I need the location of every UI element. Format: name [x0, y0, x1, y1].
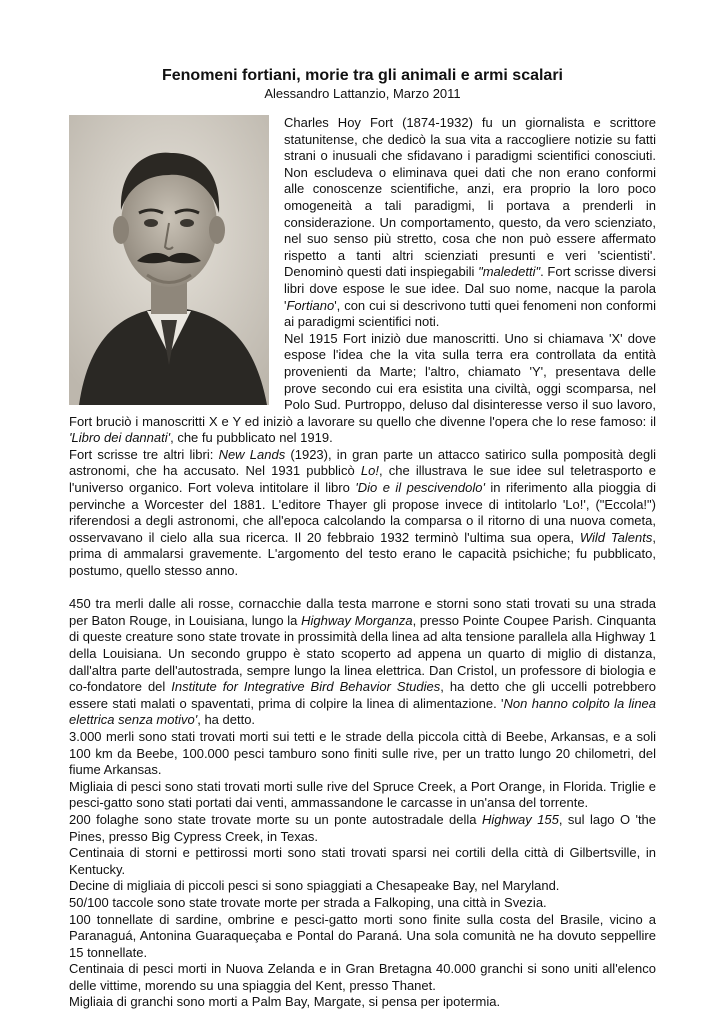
event-paragraph-7: 50/100 taccole sono state trovate morte per strada a Falkoping, una città in Svezia. — [69, 894, 547, 910]
event-emphasis: Non hanno colpito la linea elettrica senza motivo' — [69, 695, 657, 728]
intro-emphasis: 'Libro dei dannati' — [69, 430, 171, 446]
portrait-photo-charles-fort — [69, 115, 269, 405]
intro-text: , che illustrava le sue idee sul teletrasporto e l'universo organico. Fort voleva intitolare il libro — [69, 463, 656, 496]
event-text: 450 tra merli dalle ali rosse, cornacchie dalla testa marrone e storni sono stati trovati su una strada per Baton Rouge, in Louisiana, lungo la — [69, 596, 656, 628]
intro-text: ', con cui si descrivono tutti quei fenomeni non conformi ai paradigmi scientifici noti. — [284, 297, 656, 330]
event-text: , presso Pointe Coupee Parish. Cinquanta di queste creature sono state trovate in prossimità della linea ad alta tensione parallela alla Highway 1 della Louisiana. Un secondo gruppo è stato scoperto ad appena un quarto di miglio di distanza, dall'altra parte dell'autostrada, sempre lungo la linea elettrica. Dan Cristol, un professore di biologia e co-fondatore del — [69, 612, 656, 695]
event-text: , ha detto che gli uccelli potrebbero essere stati malati o spaventati, prima di colpire la linea di alimentazione. ' — [69, 679, 656, 711]
event-text: 200 folaghe sono state trovate morte su un ponte autostradale della — [69, 811, 482, 827]
event-paragraph-6: Decine di migliaia di piccoli pesci si sono spiaggiati a Chesapeake Bay, nel Maryland. — [69, 878, 560, 894]
event-paragraph-8: 100 tonnellate di sardine, ombrine e pesci-gatto morti sono finite sulla costa del Brasile, vicino a Paranaguá, Antonina Guaraqueçaba e Pontal do Paraná. Una sola comunità ne ha dovuto seppellire 15 tonnellate. — [69, 911, 656, 960]
event-paragraph-3: Migliaia di pesci sono stati trovati morti sulle rive del Spruce Creek, a Port Orange, in Florida. Triglie e pesci-gatto sono stati portati dai venti, ammassandone le carcasse in un'ansa del torrente. — [69, 778, 656, 811]
event-emphasis: Highway 155 — [481, 811, 559, 827]
intro-emphasis: New Lands — [218, 446, 286, 462]
intro-text: (1923), in gran parte un attacco satirico sulla pomposità degli astronomi, che ha accusato. Nel 1931 pubblicò — [69, 446, 656, 479]
intro-emphasis: Fortiano — [286, 297, 335, 313]
intro-emphasis: "maledetti" — [478, 264, 541, 280]
event-paragraph-2: 3.000 merli sono stati trovati morti sui tetti e le strade della piccola città di Beebe, Arkansas, e a soli 100 km da Beebe, 100.000 pesci tamburo sono finiti sulle rive, per un tratto lungo 20 chilometri, del fiume Arkansas. — [69, 728, 656, 778]
intro-emphasis: 'Dio e il pescivendolo' — [355, 480, 485, 496]
portrait-illustration — [69, 115, 269, 405]
document-title: Fenomeni fortiani, morie tra gli animali e armi scalari — [161, 67, 563, 84]
event-emphasis: Highway Morganza — [301, 612, 413, 628]
event-text: , ha detto. — [197, 712, 256, 728]
document-byline: Alessandro Lattanzio, Marzo 2011 — [264, 86, 461, 101]
intro-emphasis: Lo! — [360, 463, 379, 479]
event-paragraph-9: Centinaia di pesci morti in Nuova Zelanda e in Gran Bretagna 40.000 granchi si sono uniti all'elenco delle vittime, morendo su una spiaggia del Kent, presso Thanet. — [69, 961, 656, 993]
intro-paragraph-3 — [69, 447, 656, 580]
intro-text: Charles Hoy Fort (1874-1932) fu un giornalista e scrittore statunitense, che dedicò la sua vita a raccogliere notizie su fatti strani o inusuali che sfidavano i paradigmi scientifici conosciuti. Non escludeva o eliminava quei dati che non erano conformi alle conoscenze scientifiche, anzi, era proprio la loro poco omogeneità a tali paradigmi, li portava a prenderli in considerazione. Un comportamento, questo, da vero scienziato, nel suo senso più stretto, cosa che non può essere affermato rispetto a tanti altri scienziati presunti e veri 'scientisti'. Denominò questi dati inspiegabili — [284, 115, 656, 280]
intro-text: in riferimento alla pioggia di pervinche a Worcester del 1881. L'editore Thayer gli propose invece di intitolarlo 'Lo!', ("Eccola!") riferendosi a degli astronomi, che all'epoca calcolando la comparsa o il ritorno di una nuova cometa, osservavano il cielo alla sua ricerca. Il 20 febbraio 1932 terminò l'ultima sua opera, — [69, 480, 656, 545]
intro-emphasis: Wild Talents — [579, 529, 653, 545]
intro-text: , prima di ammalarsi gravemente. L'argomento del testo erano le capacità psichiche; fu pubblicato, postumo, quello stesso anno. — [69, 529, 656, 579]
event-paragraph-4 — [69, 812, 656, 845]
intro-text: . Fort scrisse diversi libri dove espose le sue idee. Dal suo nome, nacque la parola ' — [284, 264, 656, 313]
intro-text: Nel 1915 Fort iniziò due manoscritti. Uno si chiamava 'X' dove espose l'idea che la vita sulla terra era controllata da entità provenienti da Marte; l'altro, chiamato 'Y', presentava delle prove secondo cui era esistita una civiltà, oggi scomparsa, nel Polo Sud. Purtroppo, deluso dal disinteresse verso il suo lavoro, Fort bruciò i manoscritti X e Y ed iniziò a lavorare su quello che divenne l'opera che lo rese famoso: il — [69, 330, 656, 429]
intro-text: Fort scrisse tre altri libri: — [69, 446, 219, 462]
event-emphasis: Institute for Integrative Bird Behavior Studies — [171, 679, 441, 695]
event-paragraph-10: Migliaia di granchi sono morti a Palm Bay, Margate, si pensa per ipotermia. — [69, 994, 501, 1010]
event-text: , sul lago O 'the Pines, presso Big Cypress Creek, in Texas. — [69, 811, 657, 844]
event-paragraph-5: Centinaia di storni e pettirossi morti sono stati trovati sparsi nei cortili della città di Gilbertsville, in Kentucky. — [69, 845, 656, 877]
document-page — [69, 66, 656, 1011]
event-paragraph-1 — [69, 596, 656, 729]
paragraph-gap — [69, 580, 656, 597]
intro-text: , che fu pubblicato nel 1919. — [170, 430, 333, 446]
